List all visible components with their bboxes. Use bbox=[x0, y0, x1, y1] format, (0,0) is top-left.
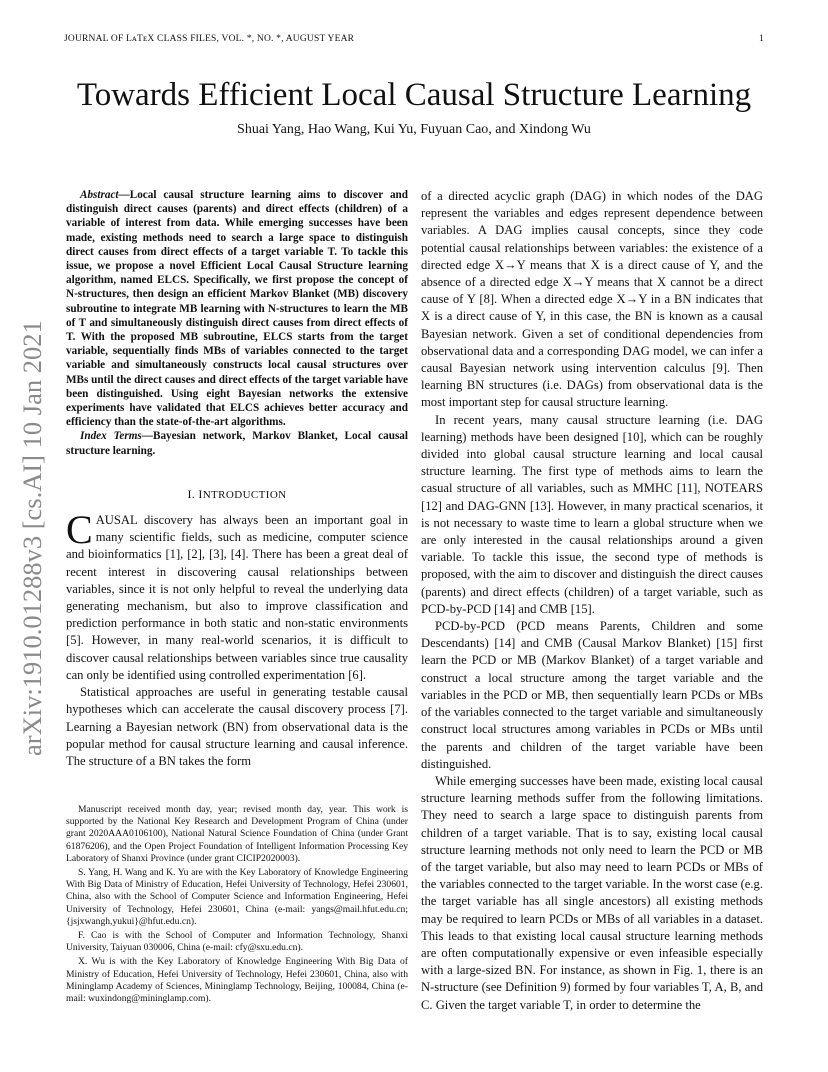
intro-paragraph-1 bbox=[66, 507, 408, 684]
body-paragraph-2: In recent years, many causal structure learning (i.e. DAG learning) methods have been designed [10], which can be roughly divided into global causal structure learning and local causal structure learning. The first type of methods aims to learn the casual structure of all variables, such as MMHC [11], NOTEARS [12] and DAG-GNN [13]. However, in many practical scenarios, it is not necessary to waste time to learn a global structure when we are only interested in the causal relationships around a given variable. To tackle this issue, the second type of methods is proposed, with the aim to discover and distinguish the direct causes (parents) and direct effects (children) of a target variable, such as PCD-by-PCD [14] and CMB [15]. bbox=[421, 412, 763, 616]
footnote-affiliation-2: F. Cao is with the School of Computer and Information Technology, Shanxi University, Taiyuan 030006, China (e-mail: cfy@sxu.edu.cn). bbox=[66, 930, 408, 954]
paper-title: Towards Efficient Local Causal Structure Learning bbox=[76, 77, 752, 113]
body-paragraph-3: PCD-by-PCD (PCD means Parents, Children and some Descendants) [14] and CMB (Causal Markov Blanket) [15] first learn the PCD or MB (Markov Blanket) of a target variable and construct a local structure among the target variable and the variables in the PCD or MB, then sequentially learn PCDs or MBs of the variables connected to the target variable and simultaneously construct local structures among variables in PCDs or MBs until the parents and children of the target variable have been distinguished. bbox=[421, 619, 763, 771]
body-paragraph-4: While emerging successes have been made, existing local causal structure learning methods suffer from the following limitations. They need to search a large space to distinguish parents from children of a target variable. That is to say, existing local causal structure learning methods not only need to learn the PCD or MB of the target variable, but also may need to learn PCDs or MBs of the variables connected to the target variable. In the worst case (e.g. the target variable has all single ancestors) all existing methods may be required to learn PCDs or MBs of all variables in a dataset. This leads to that existing local causal structure learning methods are often computationally expensive or even infeasible especially with a large-sized BN. For instance, as shown in Fig. 1, there is an N-structure (see Definition 9) formed by four variables T, A, B, and C. Given the target variable T, in order to determine the bbox=[421, 773, 763, 1012]
abstract bbox=[66, 188, 408, 429]
section-cap: I bbox=[198, 486, 203, 501]
body-paragraph-1: of a directed acyclic graph (DAG) in which nodes of the DAG represent the variables and edges represent dependence between variables. A DAG implies causal concepts, since they code potential causal relationships between variables: the existence of a directed edge X→Y means that X is a direct cause of Y, and the absence of a directed edge X→Y means that X cannot be a direct cause of Y [8]. When a directed edge X→Y in a BN indicates that X is a direct cause of Y, in this case, the BN is known as a causal Bayesian network. Given a set of conditional dependencies from observational data and a corresponding DAG model, we can infer a causal Bayesian network using intervention calculus [9]. Then learning BN structures (i.e. DAGs) from observational data is the most important step for causal structure learning. bbox=[421, 189, 763, 410]
section-heading-introduction bbox=[66, 486, 408, 504]
running-header bbox=[64, 34, 764, 44]
journal-header: JOURNAL OF LᴀTᴇX CLASS FILES, VOL. *, NO. *, AUGUST YEAR bbox=[64, 34, 355, 44]
index-terms-label: Index Terms bbox=[80, 430, 142, 443]
footnote-affiliation-3: X. Wu is with the Key Laboratory of Knowledge Engineering With Big Data of Ministry of Education, Hefei University of Technology, Hefei 230601, China, also with Mininglamp Academy of Sciences, Mininglamp Technology, Beijing, 100084, China (e-mail: wuxindong@mininglamp.com). bbox=[66, 956, 408, 1005]
footnote-affiliation-1: S. Yang, H. Wang and K. Yu are with the Key Laboratory of Knowledge Engineering With Big Data of Ministry of Education, Hefei University of Technology, Hefei 230601, China, also with the School of Computer Science and Information Engineering, Hefei University of Technology, Hefei 230601, China (e-mail: yangs@mail.hfut.edu.cn; {jsjxwangh,yukui}@hfut.edu.cn). bbox=[66, 867, 408, 927]
footnotes bbox=[66, 804, 408, 1007]
index-terms bbox=[66, 429, 408, 457]
footnote-funding: Manuscript received month day, year; revised month day, year. This work is supported by the National Key Research and Development Program of China (under grant 2020AAA0106100), National Natural Science Foundation of China (under Grant 61876206), and the Open Project Foundation of Intelligent Information Processing Key Laboratory of Shanxi Province (under grant CICIP2020003). bbox=[66, 804, 408, 864]
abstract-label: Abstract bbox=[80, 189, 119, 201]
intro-paragraph-2: Statistical approaches are useful in generating testable causal hypotheses which can accelerate the causal discovery process [7]. Learning a Bayesian network (BN) from observational data is the popular method for causal structure learning and causal inference. The structure of a BN takes the form bbox=[66, 685, 408, 768]
left-column bbox=[66, 188, 408, 770]
page-number: 1 bbox=[759, 34, 764, 44]
intro-text-1: AUSAL discovery has always been an important goal in many scientific fields, such as medicine, computer science and bioinformatics [1], [2], [3], [4]. There has been a great deal of recent interest in discovering causal relationships between variables, since it is not only helpful to reveal the underlying data generating mechanism, but also to improve classification and prediction performance in both static and non-static environments [5]. However, in many real-world scenarios, it is difficult to discover causal relationships between variables since true causality can only be identified using controlled experimentation [6]. bbox=[66, 513, 408, 682]
section-number: I. bbox=[187, 486, 196, 501]
abstract-text: —Local causal structure learning aims to discover and distinguish direct causes (parents) and direct effects (children) of a variable of interest from data. While emerging successes have been made, existing methods need to search a large space to distinguish direct causes from direct effects of a target variable T. To tackle this issue, we propose a novel Efficient Local Causal Structure learning algorithm, named ELCS. Specifically, we first propose the concept of N-structures, then design an efficient Markov Blanket (MB) discovery subroutine to integrate MB learning with N-structures to learn the MB of T and simultaneously distinguish direct causes from direct effects of T. With the proposed MB subroutine, ELCS starts from the target variable, sequentially finds MBs of variables connected to the target variable and simultaneously constructs local causal structures over MBs until the direct causes and direct effects of the target variable have been distinguished. Using eight Bayesian networks the extensive experiments have validated that ELCS achieves better accuracy and efficiency than the state-of-the-art algorithms. bbox=[66, 189, 408, 429]
drop-cap: C bbox=[66, 507, 93, 553]
index-terms-text: —Bayesian network, Markov Blanket, Local causal structure learning. bbox=[66, 430, 408, 457]
section-name: NTRODUCTION bbox=[202, 488, 287, 501]
arxiv-side-stamp: arXiv:1910.01288v3 [cs.AI] 10 Jan 2021 bbox=[17, 320, 47, 756]
paper-authors: Shuai Yang, Hao Wang, Kui Yu, Fuyuan Cao, and Xindong Wu bbox=[237, 122, 591, 137]
right-column bbox=[421, 188, 763, 1014]
